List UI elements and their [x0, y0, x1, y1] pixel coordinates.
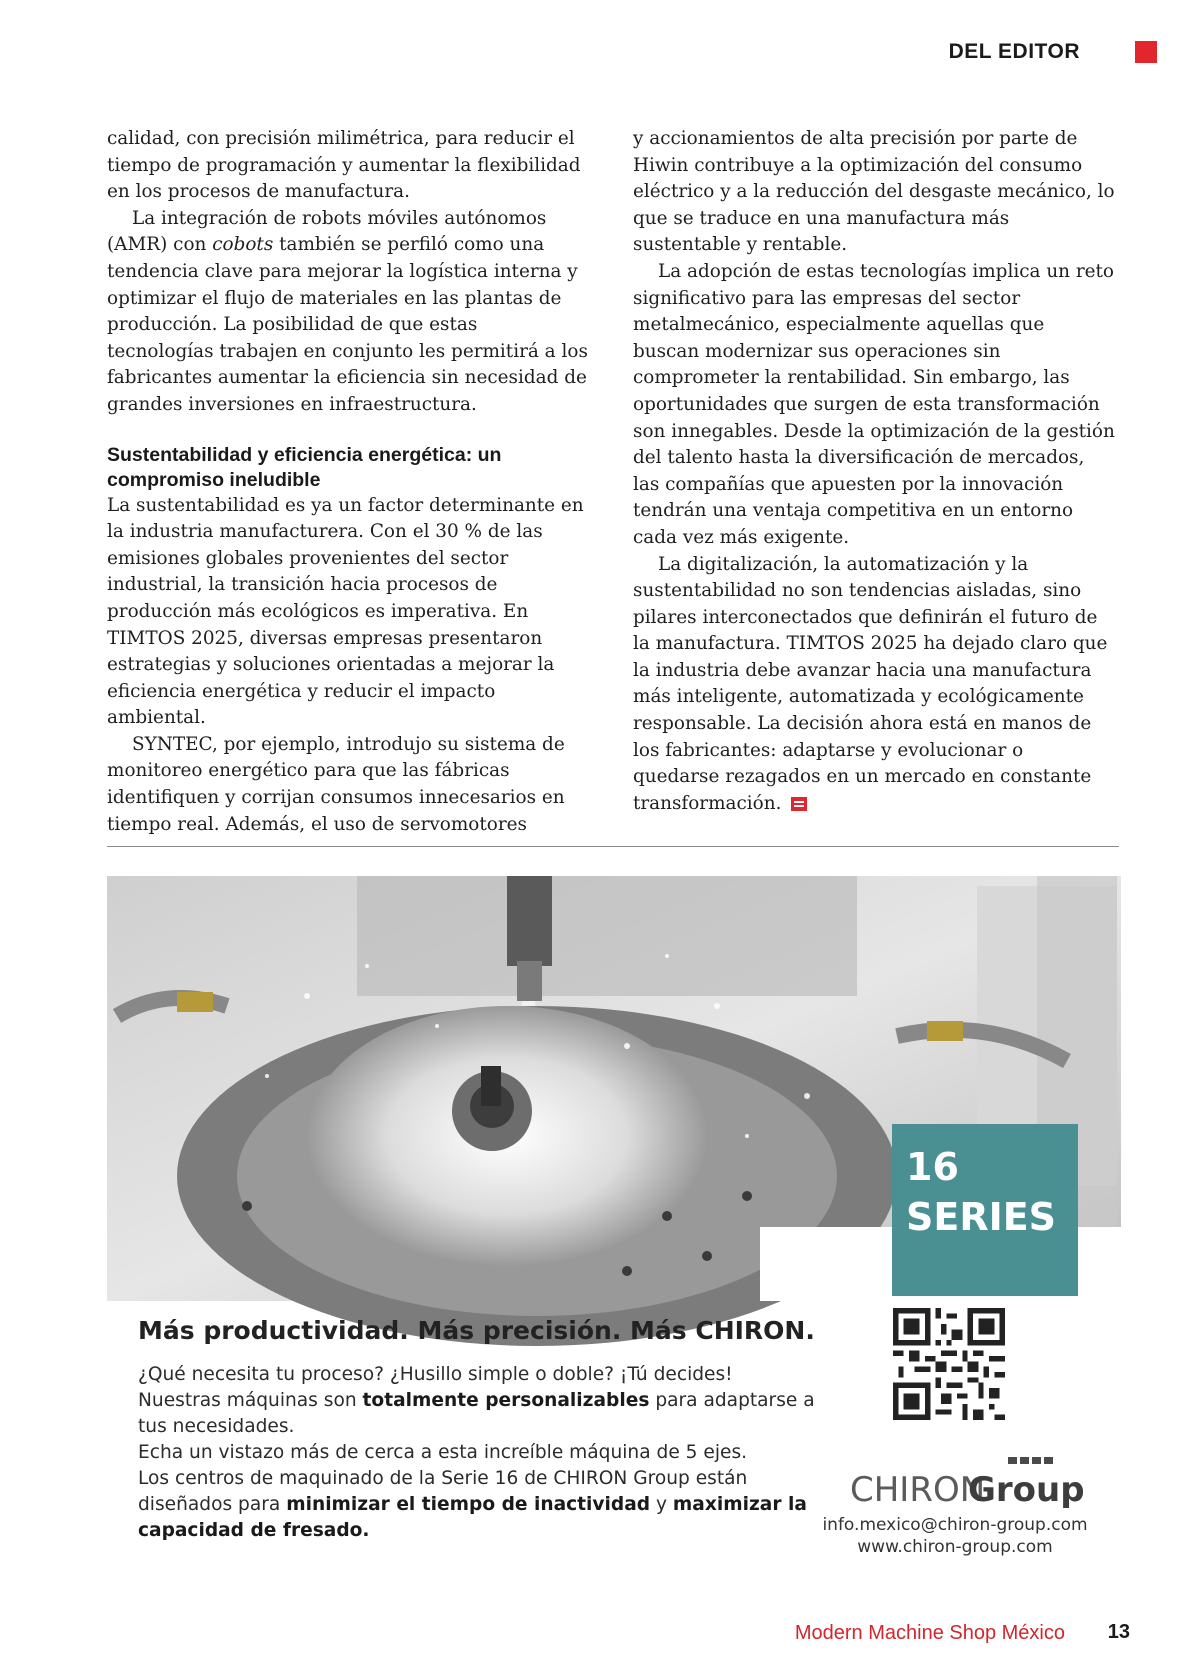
emphasis: cobots — [212, 234, 274, 256]
article-column-right — [633, 126, 1115, 817]
divider — [107, 846, 1119, 847]
ad-line: Echa un vistazo más de cerca a esta increíble máquina de 5 ejes. — [138, 1442, 748, 1463]
paragraph — [633, 552, 1115, 818]
logo-word-group: Group — [968, 1470, 1085, 1510]
text-run: también se perfiló como una tendencia clave para mejorar la logística interna y optimizar el flujo de materiales en las plantas de producción. La posibilidad de que estas tecnologías trabajen en conjunto les permitirá a los fabricantes aumentar la eficiencia sin necesidad de grandes inversiones en infraestructura. — [107, 234, 588, 415]
ad-line: ¿Qué necesita tu proceso? ¿Husillo simple o doble? ¡Tú decides! — [138, 1364, 733, 1385]
ad-line — [138, 1466, 838, 1544]
ad-line — [138, 1388, 838, 1440]
paragraph: SYNTEC, por ejemplo, introdujo su sistema de monitoreo energético para que las fábricas identifiquen y corrijan consumos innecesarios en tiempo real. Además, el uso de servomotores — [107, 733, 565, 835]
series-word: SERIES — [906, 1195, 1057, 1239]
bold-run: maximizar la capacidad de fresado. — [138, 1494, 807, 1541]
text-run: Nuestras máquinas son — [138, 1390, 363, 1411]
ad-headline: Más productividad. Más precisión. Más CHIRON. — [138, 1316, 815, 1345]
ad-body — [138, 1362, 838, 1544]
bold-run: totalmente personalizables — [362, 1390, 650, 1411]
bold-run: minimizar el tiempo de inactividad — [286, 1494, 651, 1515]
end-of-article-icon — [791, 797, 807, 811]
series-number: 16 — [906, 1145, 959, 1189]
text-run: y — [650, 1494, 673, 1515]
series-badge — [892, 1124, 1078, 1296]
paragraph: y accionamientos de alta precisión por parte de Hiwin contribuye a la optimización del consumo eléctrico y a la reducción del desgaste mecánico, lo que se traduce en una manufactura más sustentable y rentable. — [633, 128, 1115, 256]
qr-code-icon[interactable] — [893, 1308, 1005, 1420]
page-number: 13 — [1107, 1621, 1130, 1643]
paragraph: calidad, con precisión milimétrica, para reducir el tiempo de programación y aumentar la flexibilidad en los procesos de manufactura. — [107, 128, 581, 203]
section-label: DEL EDITOR — [948, 40, 1080, 63]
text-run: La digitalización, la automatización y la sustentabilidad no son tendencias aisladas, sino pilares interconectados que definirán el futuro de la manufactura. TIMTOS 2025 ha dejado claro que la industria debe avanzar hacia una manufactura más inteligente, automatizada y ecológicamente responsable. La decisión ahora está en manos de los fabricantes: adaptarse y evolucionar o quedarse rezagados en un mercado en constante transformación. — [633, 553, 1108, 814]
article-column-left — [107, 126, 589, 838]
ad-contact — [810, 1514, 1100, 1558]
text-run: Los centros de maquinado de la Serie 16 de CHIRON Group están diseñados para — [138, 1468, 748, 1515]
section-marker — [1135, 41, 1157, 63]
text-run: La integración de robots móviles autónomos (AMR) con — [107, 207, 547, 256]
chiron-group-logo — [850, 1454, 1085, 1512]
paragraph — [107, 206, 589, 419]
section-subheading: Sustentabilidad y eficiencia energética: un compromiso ineludible — [107, 443, 502, 491]
paragraph: La adopción de estas tecnologías implica un reto significativo para las empresas del sector metalmecánico, especialmente aquellas que buscan modernizar sus operaciones sin comprometer la rentabilidad. Sin embargo, las oportunidades que surgen de esta transformación son innegables. Desde la optimización de la gestión del talento hasta la diversificación de mercados, las compañías que apuesten por la innovación tendrán una ventaja competitiva en un entorno cada vez más exigente. — [633, 260, 1115, 548]
contact-website[interactable]: www.chiron-group.com — [857, 1537, 1053, 1557]
logo-word-chiron: CHIRON — [850, 1470, 986, 1510]
text-run: para adaptarse a tus necesidades. — [138, 1390, 815, 1437]
footer-magazine-title: Modern Machine Shop México — [794, 1622, 1065, 1644]
paragraph: La sustentabilidad es ya un factor determinante en la industria manufacturera. Con el 30 % de las emisiones globales provenientes del sector industrial, la transición hacia procesos de producción más ecológicos es imperativa. En TIMTOS 2025, diversas empresas presentaron estrategias y soluciones orientadas a mejorar la eficiencia energética y reducir el impacto ambiental. — [107, 494, 584, 729]
contact-email[interactable]: info.mexico@chiron-group.com — [822, 1515, 1088, 1535]
